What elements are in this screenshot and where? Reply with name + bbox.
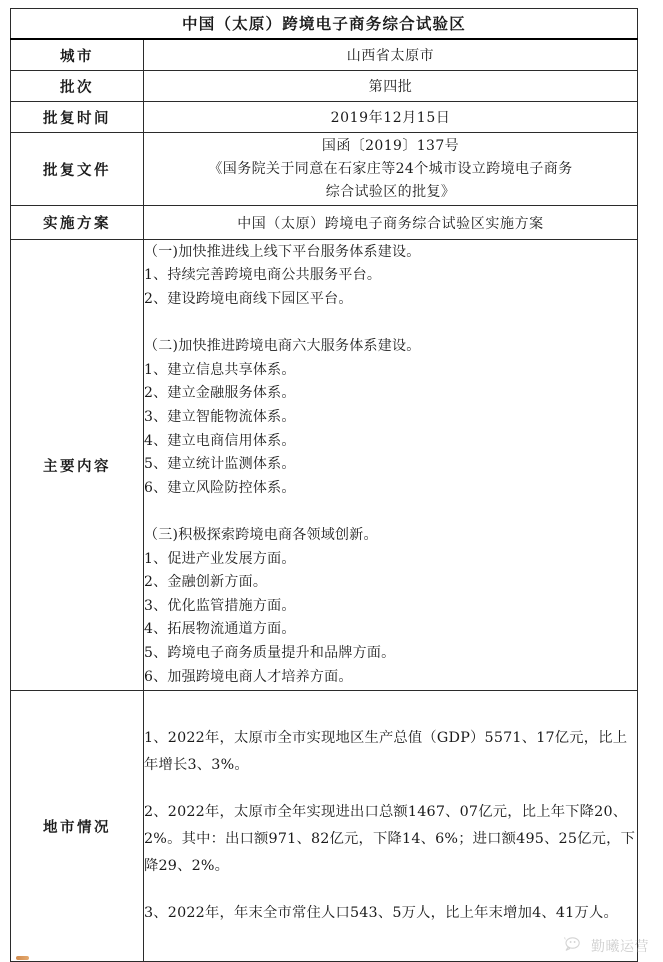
table-row-main-content — [11, 240, 638, 691]
table-row-approval-date — [11, 102, 638, 133]
table-row-title — [11, 9, 638, 40]
table-row-city — [11, 39, 638, 71]
row-label-implementation-plan: 实施方案 — [11, 206, 144, 240]
row-value-approval-document: 国函〔2019〕137号 《国务院关于同意在石家庄等24个城市设立跨境电子商务 综合试验区的批复》 — [144, 133, 638, 206]
row-label-batch: 批次 — [11, 71, 144, 102]
row-label-approval-date: 批复时间 — [11, 102, 144, 133]
row-value-city-statistics: 1、2022年，太原市全市实现地区生产总值（GDP）5571、17亿元，比上年增长3、3%。 2、2022年，太原市全年实现进出口总额1467、07亿元，比上年下降20、2%。其中：出口额971、82亿元，下降14、6%；进口额495、25亿元，下降29、2%。 3、2022年，年末全市常住人口543、5万人，比上年末增加4、41万人。 — [144, 691, 638, 962]
row-value-implementation-plan: 中国（太原）跨境电子商务综合试验区实施方案 — [144, 206, 638, 240]
row-value-approval-date: 2019年12月15日 — [144, 102, 638, 133]
row-label-city: 城市 — [11, 39, 144, 71]
page-title: 中国（太原）跨境电子商务综合试验区 — [11, 9, 638, 40]
row-label-main-content: 主要内容 — [11, 240, 144, 691]
row-value-city: 山西省太原市 — [144, 39, 638, 71]
row-value-main-content: （一)加快推进线上线下平台服务体系建设。 1、持续完善跨境电商公共服务平台。 2、建设跨境电商线下园区平台。 （二)加快推进跨境电商六大服务体系建设。 1、建立信息共享体系。 2、建立金融服务体系。 3、建立智能物流体系。 4、建立电商信用体系。 5、建立统计监测体系。 6、建立风险防控体系。 （三)积极探索跨境电商各领域创新。 1、促进产业发展方面。 2、金融创新方面。 3、优化监管措施方面。 4、拓展物流通道方面。 5、跨境电子商务质量提升和品牌方面。 6、加强跨境电商人才培养方面。 — [144, 240, 638, 691]
table-row-approval-document — [11, 133, 638, 206]
table-row-batch — [11, 71, 638, 102]
row-label-approval-document: 批复文件 — [11, 133, 144, 206]
table-row-city-statistics — [11, 691, 638, 962]
row-label-city-statistics: 地市情况 — [11, 691, 144, 962]
table-row-implementation-plan — [11, 206, 638, 240]
watermark-label: 勤曦运营 — [591, 939, 649, 955]
corner-color-mark — [16, 956, 29, 960]
cross-border-ecommerce-pilot-zone-table — [10, 8, 638, 962]
row-value-batch: 第四批 — [144, 71, 638, 102]
